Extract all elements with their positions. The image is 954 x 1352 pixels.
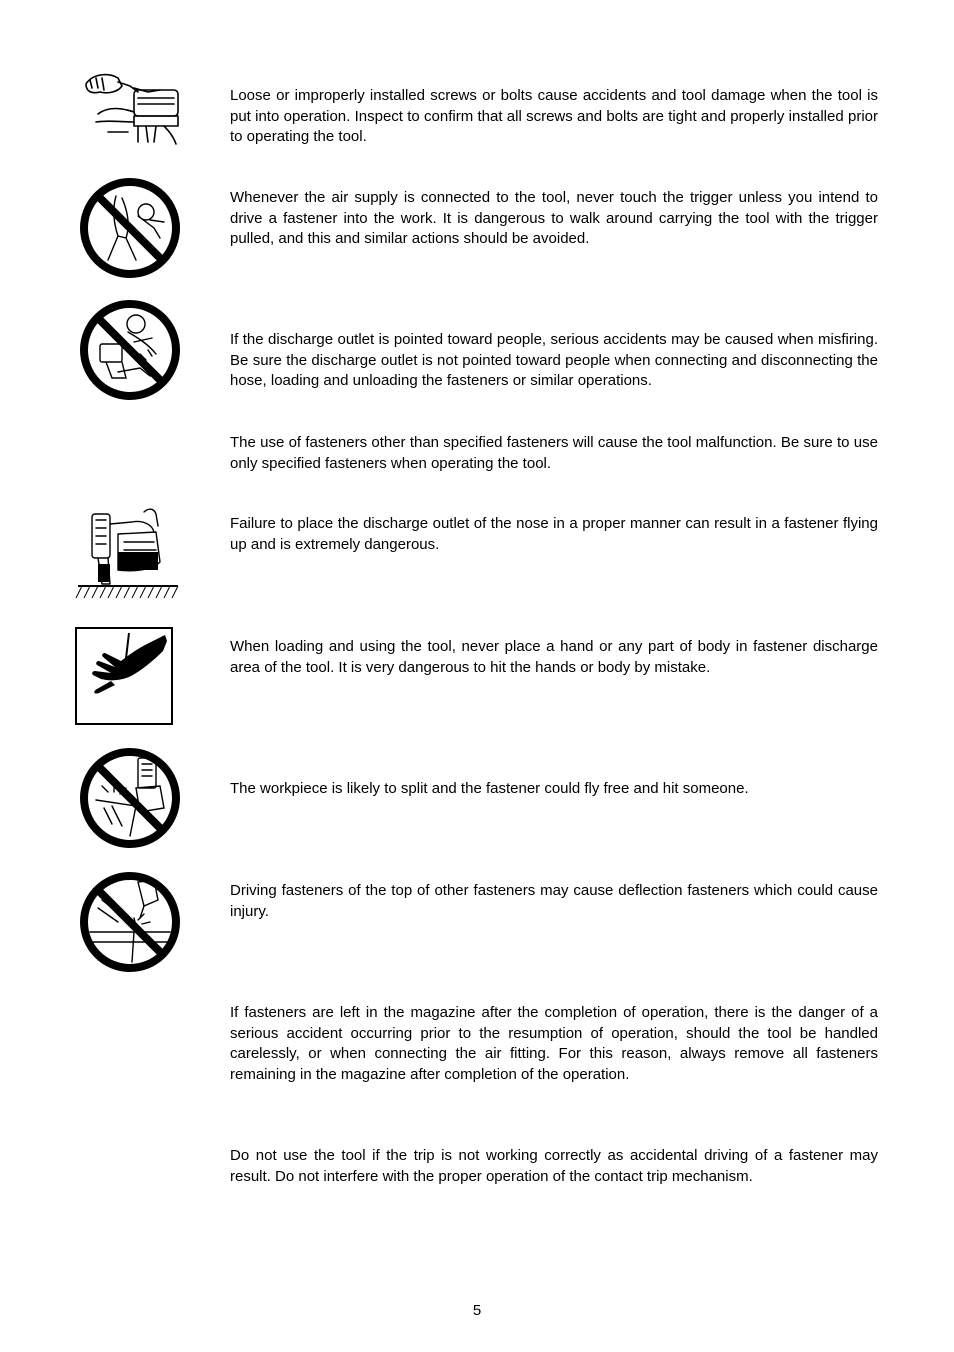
screw-tightening-icon [78,70,182,150]
nose-placement-icon [74,502,182,606]
no-nailing-on-fasteners-icon [78,870,182,974]
warning-text: When loading and using the tool, never place a hand or any part of body in fastener discharge area of the tool. It is very dangerous to hit the hands or body by mistake. [230,638,878,676]
warning-text: The workpiece is likely to split and the fastener could fly free and hit someone. [230,780,749,797]
warning-text: If the discharge outlet is pointed toward people, serious accidents may be caused when misfiring. Be sure the discharge outlet is not pointed toward people when connecting and disconnecting the hose, loading and unloading the fasteners or similar operations. [230,331,878,390]
warning-text: Loose or improperly installed screws or bolts cause accidents and tool damage when the tool is put into operation. Inspect to confirm that all screws and bolts are tight and properly installed prior to operating the tool. [230,87,878,146]
hand-in-discharge-area-icon [75,627,173,725]
no-pointing-at-people-icon [78,298,182,402]
no-walking-with-trigger-pulled-icon [78,176,182,280]
warning-text: Do not use the tool if the trip is not working correctly as accidental driving of a fastener may result. Do not interfere with the proper operation of the contact trip mechanism. [230,1147,878,1185]
warning-text: Driving fasteners of the top of other fasteners may cause deflection fasteners which could cause injury. [230,882,878,920]
warning-text: The use of fasteners other than specified fasteners will cause the tool malfunction. Be sure to use only specified fasteners when operating the tool. [230,434,878,472]
warning-text: Failure to place the discharge outlet of the nose in a proper manner can result in a fastener flying up and is extremely dangerous. [230,515,878,553]
warning-text: Whenever the air supply is connected to the tool, never touch the trigger unless you intend to drive a fastener into the work. It is dangerous to walk around carrying the tool with the trigger pulled, and this and similar actions should be avoided. [230,189,878,248]
page-number: 5 [472,1302,482,1319]
no-nailing-near-edge-icon [78,746,182,850]
warning-text: If fasteners are left in the magazine after the completion of operation, there is the danger of a serious accident occurring prior to the resumption of operation, should the tool be handled carelessly, or when connecting the air fitting. For this reason, always remove all fasteners remaining in the magazine after completion of the operation. [230,1004,878,1083]
